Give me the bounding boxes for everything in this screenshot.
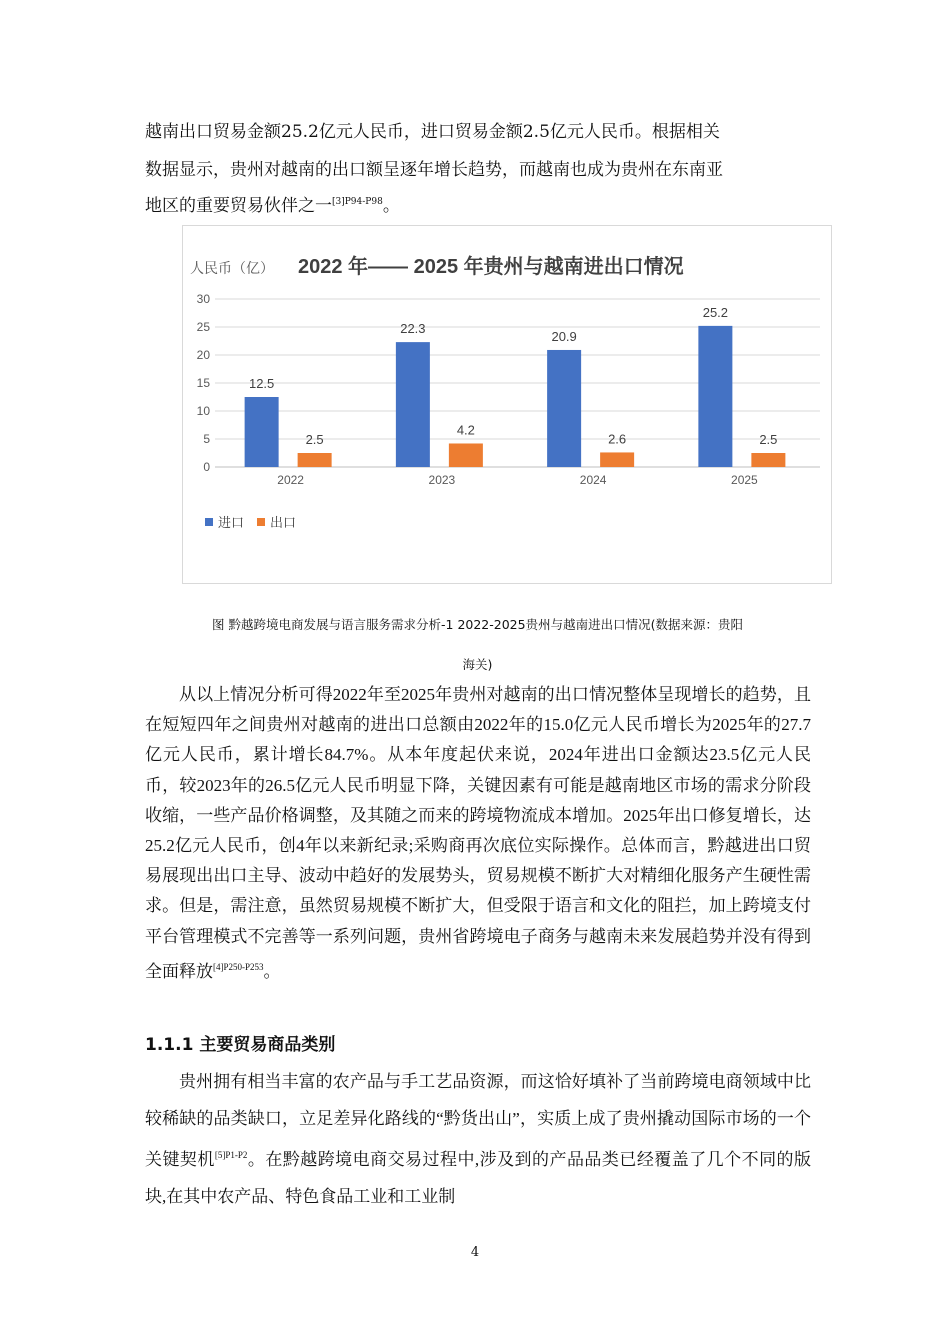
legend-label: 出口 — [270, 515, 297, 530]
x-tick-label: 2022 — [277, 473, 304, 487]
paragraph — [145, 1063, 811, 1215]
y-tick-label: 0 — [203, 460, 210, 474]
x-tick-label: 2023 — [428, 473, 456, 487]
citation: [4]P250-P253 — [213, 961, 264, 972]
citation: [3]P94-P98 — [332, 197, 383, 207]
citation: [5]P1-P2 — [214, 1150, 248, 1160]
figure-caption: 图 黔越跨境电商发展与语言服务需求分析-1 2022-2025贵州与越南进出口情况(数据来源：贵阳 — [212, 617, 743, 632]
section-heading: 1.1.1 主要贸易商品类别 — [145, 1035, 336, 1055]
bar-chart — [183, 226, 831, 583]
body-text-line — [145, 191, 400, 216]
paragraph — [145, 680, 811, 987]
data-label: 12.5 — [248, 376, 275, 391]
legend-swatch — [205, 518, 213, 526]
x-tick-label: 2024 — [579, 473, 607, 487]
y-tick-label: 25 — [196, 320, 210, 334]
y-tick-label: 20 — [196, 348, 210, 362]
bar-出口 — [298, 453, 332, 467]
bar-进口 — [396, 342, 430, 467]
y-tick-label: 5 — [203, 432, 210, 446]
data-label: 4.2 — [456, 422, 475, 438]
x-tick-label: 2025 — [731, 473, 758, 487]
body-text-line: 数据显示，贵州对越南的出口额呈逐年增长趋势，而越南也成为贵州在东南亚 — [145, 160, 723, 180]
data-label: 22.3 — [400, 321, 426, 337]
bar-出口 — [751, 453, 785, 467]
legend-label: 进口 — [218, 515, 245, 530]
y-axis-label: 人民币（亿） — [190, 260, 274, 276]
data-label: 25.2 — [702, 304, 729, 320]
data-label: 2.6 — [608, 431, 627, 447]
bar-进口 — [245, 397, 279, 467]
chart-title: 2022 年—— 2025 年贵州与越南进出口情况 — [298, 256, 684, 278]
data-label: 2.5 — [759, 432, 778, 447]
body-text: 地区的重要贸易伙伴之一 — [145, 196, 332, 216]
y-tick-label: 10 — [196, 404, 210, 418]
bar-出口 — [600, 452, 634, 467]
body-text-line: 越南出口贸易金额25.2亿元人民币，进口贸易金额2.5亿元人民币。根据相关 — [145, 122, 720, 142]
paragraph-text: 。 — [263, 961, 281, 981]
paragraph-text: 贵州拥有相当丰富的农产品与手工艺品资源，而这恰好填补了当前跨境电商领域中比较稀缺的品类缺口，立足差异化路线的“黔货出山”，实质上成了贵州撬动国际市场的一个关键契机 — [145, 1072, 811, 1169]
data-label: 20.9 — [551, 328, 577, 344]
y-tick-label: 15 — [196, 376, 210, 390]
y-tick-label: 30 — [196, 292, 210, 306]
legend-swatch — [257, 518, 265, 526]
bar-出口 — [449, 443, 483, 467]
paragraph-text: 。在黔越跨境电商交易过程中,涉及到的产品品类已经覆盖了几个不同的版块,在其中农产品、特色食品工业和工业制 — [145, 1150, 812, 1206]
bar-进口 — [547, 350, 581, 467]
chart-container — [182, 225, 832, 584]
body-text: 。 — [382, 196, 400, 216]
data-label: 2.5 — [305, 432, 324, 447]
figure-caption: 海关) — [462, 657, 493, 672]
paragraph-text: 从以上情况分析可得2022年至2025年贵州对越南的出口情况整体呈现增长的趋势，且在短短四年之间贵州对越南的进出口总额由2022年的15.0亿元人民币增长为2025年的27.7亿元人民币，累计增长84.7%。从本年度起伏来说，2024年进出口金额达23.5亿元人民币，较2023年的26.5亿元人民币明显下降，关键因素有可能是越南地区市场的需求分阶段收缩，一些产品价格调整，及其随之而来的跨境物流成本增加。2025年出口修复增长，达25.2亿元人民币，创4年以来新纪录;采购商再次底位实际操作。总体而言，黔越进出口贸易展现出出口主导、波动中趋好的发展势头，贸易规模不断扩大对精细化服务产生硬性需求。但是，需注意，虽然贸易规模不断扩大，但受限于语言和文化的阻拦，加上跨境支付平台管理模式不完善等一系列问题，贵州省跨境电子商务与越南未来发展趋势并没有得到全面释放 — [145, 685, 811, 981]
bar-进口 — [698, 326, 732, 467]
page-number: 4 — [470, 1245, 480, 1260]
